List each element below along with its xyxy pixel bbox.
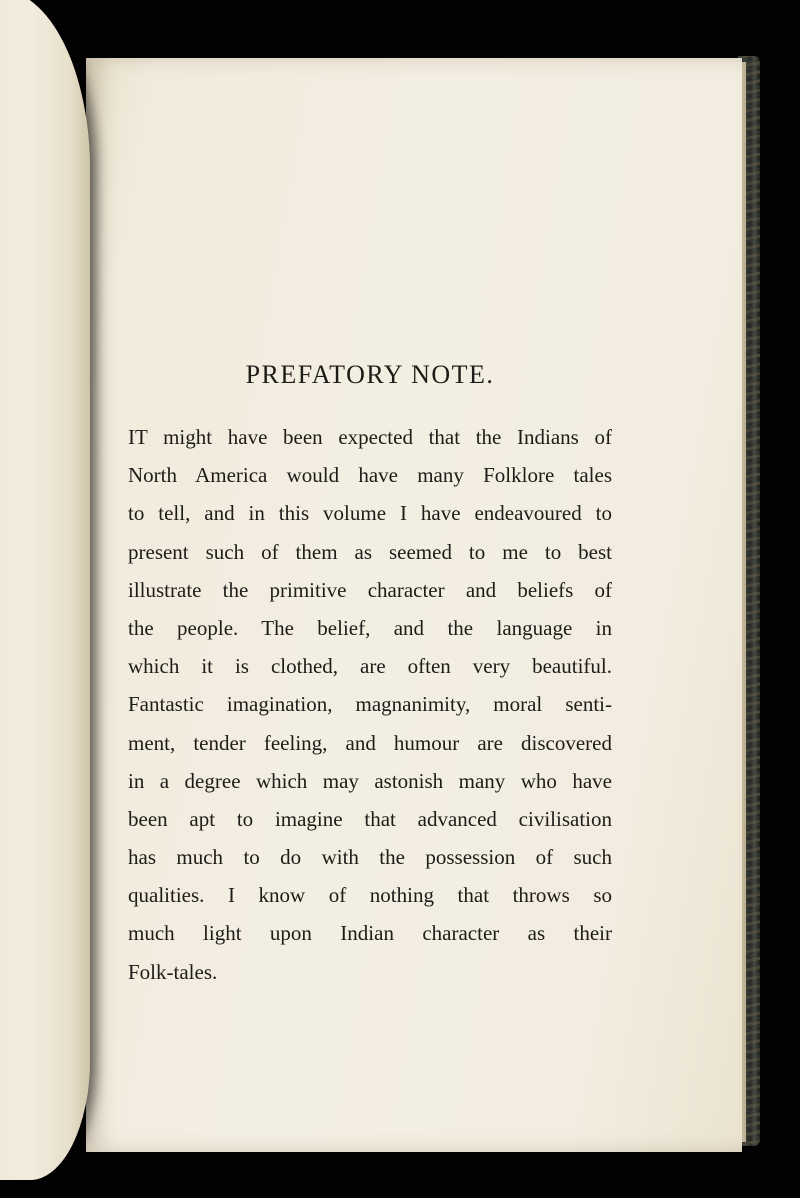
text-line: North America would have many Folklore tales xyxy=(128,463,612,488)
text-line: has much to do with the possession of such xyxy=(128,845,612,870)
prefatory-note xyxy=(128,360,612,991)
text-line: present such of them as seemed to me to best xyxy=(128,539,612,564)
text-line: to tell, and in this volume I have endeavoured to xyxy=(128,501,612,526)
text-line: ment, tender feeling, and humour are discovered xyxy=(128,730,612,755)
text-line: much light upon Indian character as their xyxy=(128,921,612,946)
body-text xyxy=(128,418,612,991)
left-page xyxy=(0,0,90,1180)
text-line: the people. The belief, and the language in xyxy=(128,615,612,640)
text-line: which it is clothed, are often very beautiful. xyxy=(128,654,612,679)
text-line: qualities. I know of nothing that throws so xyxy=(128,883,612,908)
text-line: been apt to imagine that advanced civilisation xyxy=(128,806,612,831)
text-line: IT might have been expected that the Indians of xyxy=(128,425,612,449)
text-line: Folk-tales. xyxy=(128,959,218,984)
text-line: Fantastic imagination, magnanimity, moral senti- xyxy=(128,692,612,717)
text-line: illustrate the primitive character and beliefs of xyxy=(128,577,612,602)
text-line: in a degree which may astonish many who have xyxy=(128,768,612,793)
page-title: PREFATORY NOTE. xyxy=(245,360,495,389)
